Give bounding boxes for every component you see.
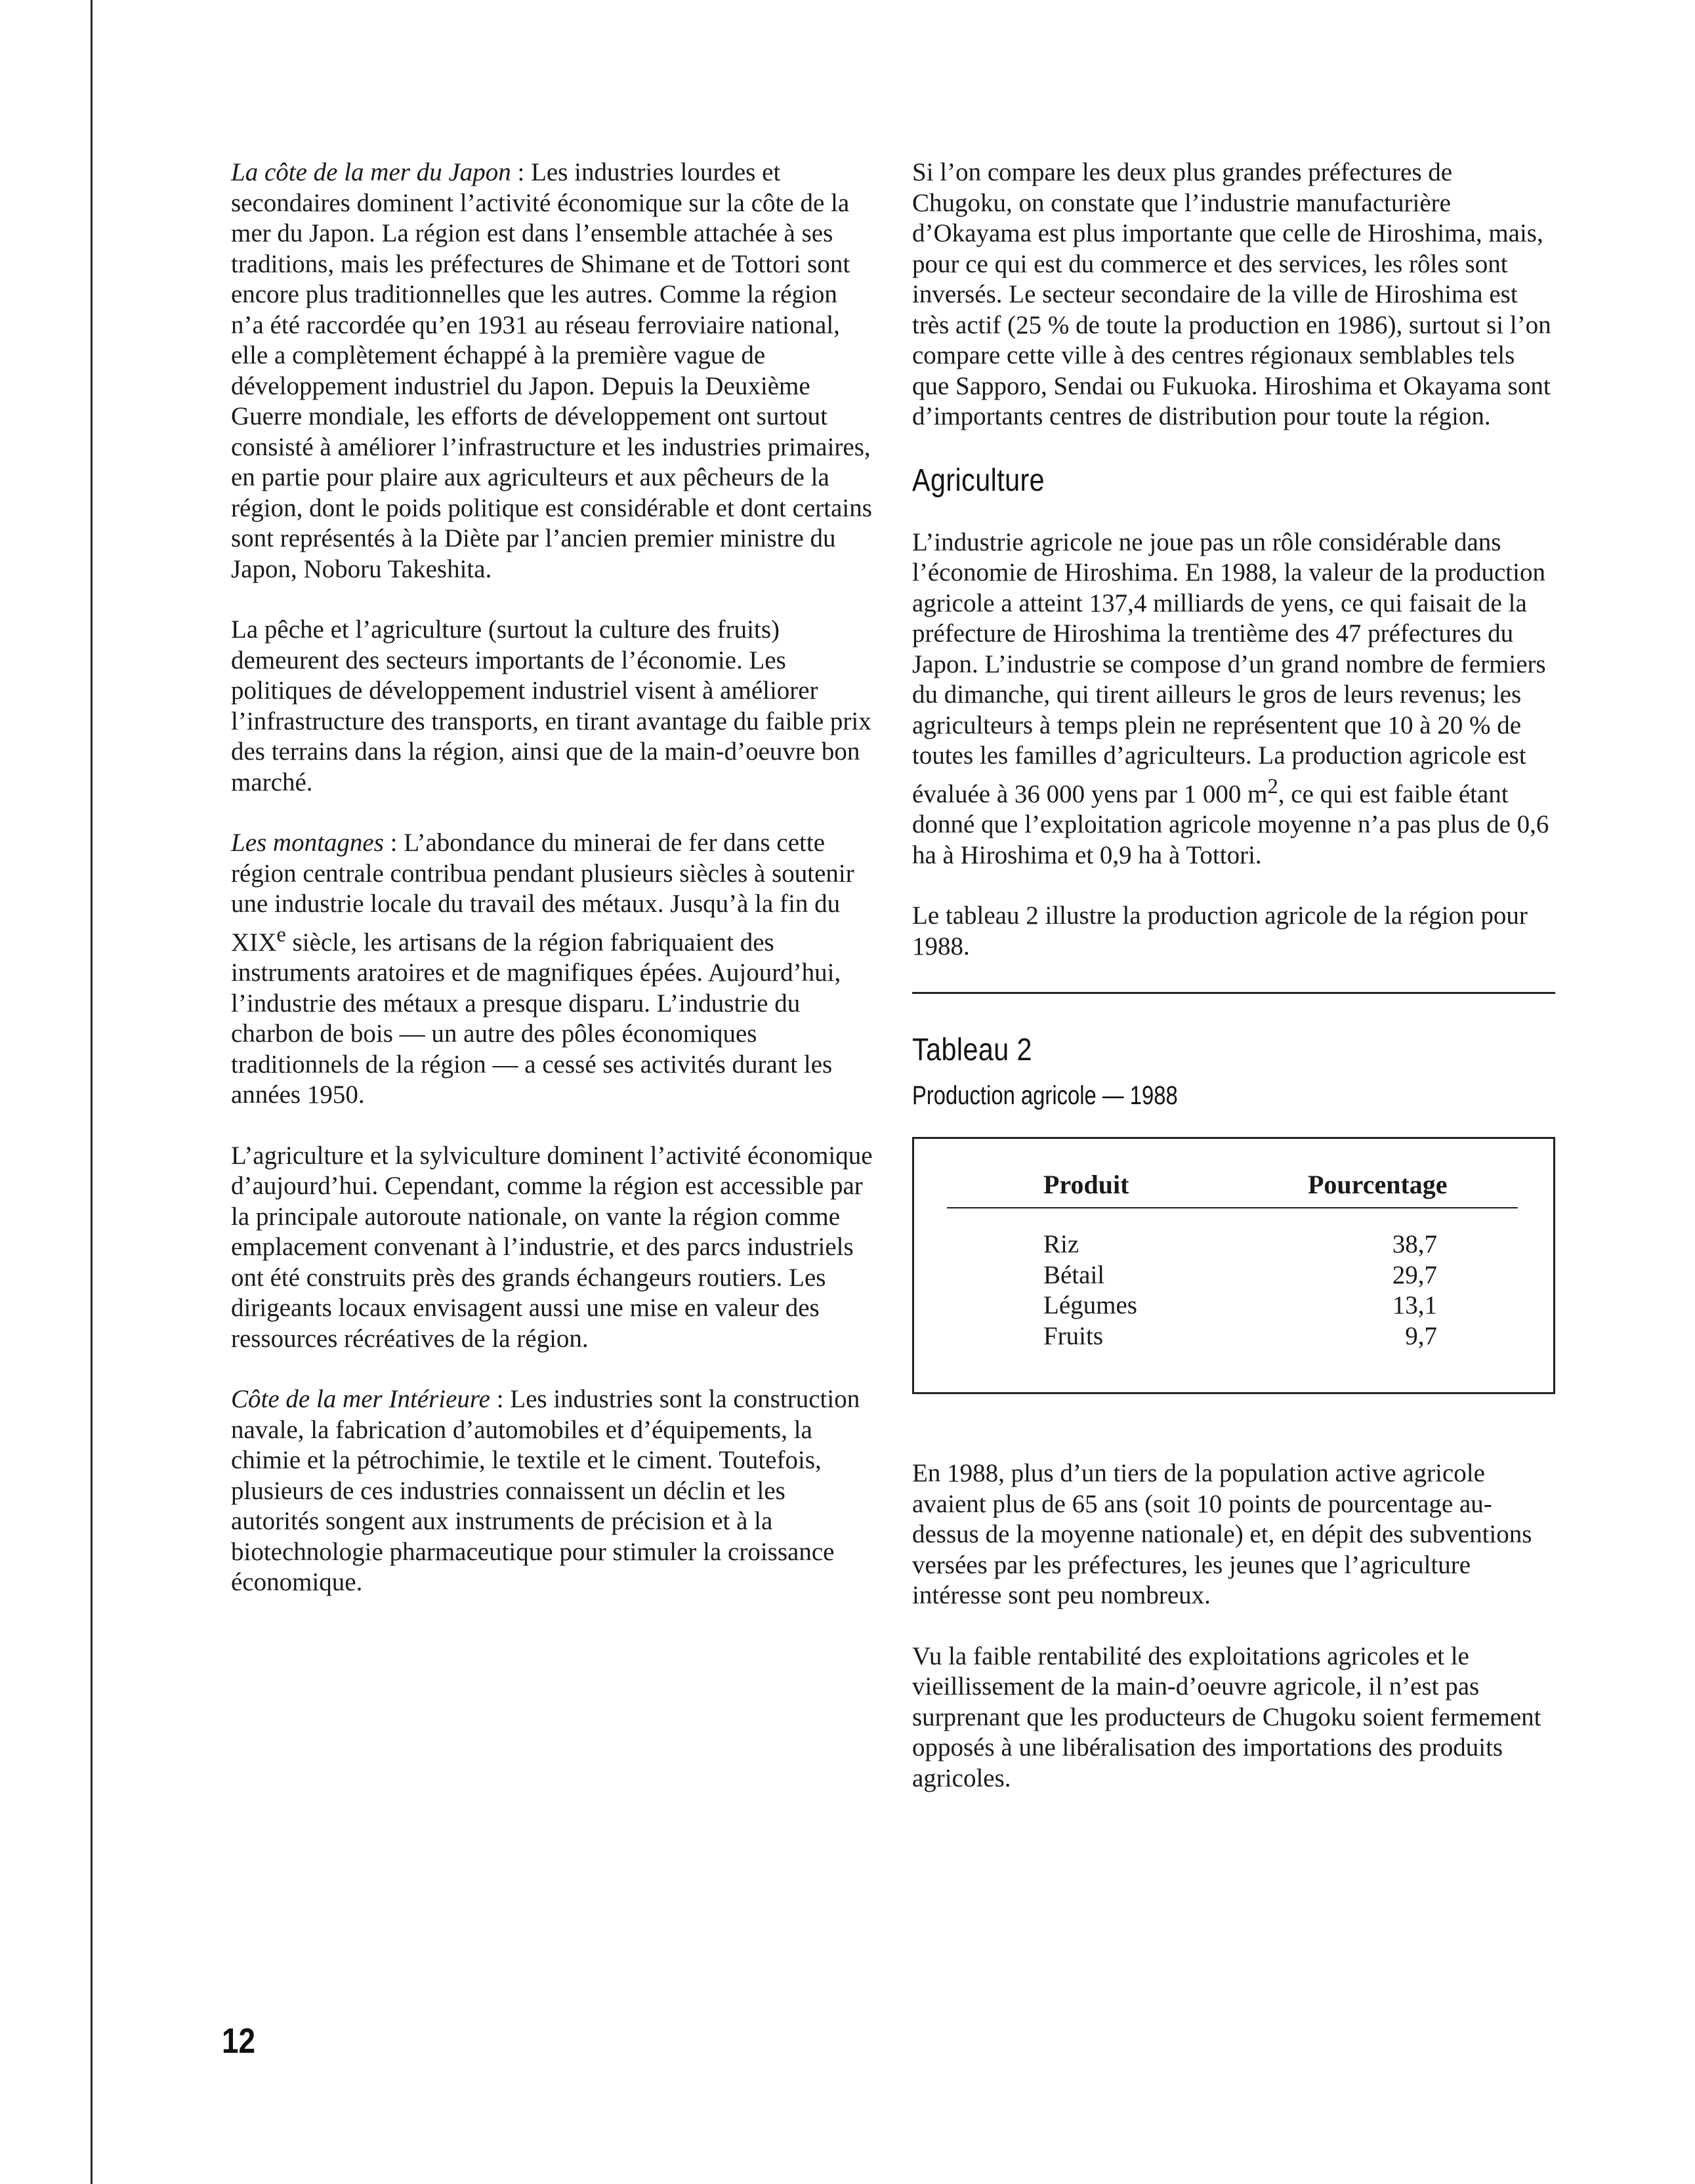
paragraph-text: siècle, les artisans de la région fabriquaient des instruments aratoires et de magnifiques épées. Aujourd’hui, l’industrie des métaux a presque disparu. L’industrie du charbon de bois — un autre des pôles économiques traditionnels de la région — a cessé ses activités durant les années 1950. xyxy=(231,928,841,1109)
table-row xyxy=(1043,1229,1437,1260)
table-cell-percent: 29,7 xyxy=(1392,1260,1437,1289)
right-column xyxy=(912,157,1555,1824)
table-row xyxy=(1043,1260,1437,1291)
left-column xyxy=(231,157,874,1628)
superscript: 2 xyxy=(1267,774,1278,798)
paragraph-mer-interieure xyxy=(231,1384,874,1598)
production-table xyxy=(912,1137,1555,1394)
table-cell-product: Bétail xyxy=(1043,1260,1105,1289)
table-cell-percent: 13,1 xyxy=(1392,1291,1437,1319)
paragraph-text: : L’abondance du minerai de fer dans cette région centrale contribua pendant plusieurs siècles à soutenir une industrie locale du travail des métaux. Jusqu’à la fin du XIX xyxy=(231,829,854,957)
paragraph-text: : Les industries sont la construction navale, la fabrication d’automobiles et d’équipements, la chimie et la pétrochimie, le textile et le ciment. Toutefois, plusieurs de ces industries connaissent un déclin et les autorités songent aux instruments de précision et à la biotechnologie pharmaceutique pour stimuler la croissance économique. xyxy=(231,1385,860,1596)
section-heading-agriculture: Agriculture xyxy=(912,463,1045,498)
paragraph-lead: Les montagnes xyxy=(231,829,384,857)
table-header-percent: Pourcentage xyxy=(1308,1170,1448,1199)
paragraph-text: : Les industries lourdes et secondaires dominent l’activité économique sur la côte de la mer du Japon. La région est dans l’ensemble attachée à ses traditions, mais les préfectures de Shimane et de Tottori sont encore plus traditionnelles que les autres. Comme la région n’a été raccordée qu’en 1931 au réseau ferroviaire national, elle a complètement échappé à la première vague de développement industriel du Japon. Depuis la Deuxième Guerre mondiale, les efforts de développement ont surtout consisté à améliorer l’infrastructure et les industries primaires, en partie pour plaire aux agriculteurs et aux pêcheurs de la région, dont le poids politique est considérable et dont certains sont représentés à la Diète par l’ancien premier ministre du Japon, Noboru Takeshita. xyxy=(231,158,872,583)
paragraph-text: , ce qui est faible étant donné que l’exploitation agricole moyenne n’a pas plus de 0,6 ha à Hiroshima et 0,9 ha à Tottori. xyxy=(912,779,1549,869)
paragraph-lead: Côte de la mer Intérieure xyxy=(231,1385,490,1413)
table-cell-percent: 9,7 xyxy=(1405,1321,1437,1350)
table-row xyxy=(1043,1321,1437,1352)
page-number: 12 xyxy=(222,2021,256,2061)
paragraph-population-active: En 1988, plus d’un tiers de la population active agricole avaient plus de 65 ans (soit 10 points de pourcentage au-dessus de la moyenne nationale) et, en dépit des subventions versées par les préfectures, les jeunes que l’agriculture intéresse sont peu nombreux. xyxy=(912,1459,1532,1609)
paragraph-text: L’industrie agricole ne joue pas un rôle considérable dans l’économie de Hiroshima. En 1988, la valeur de la production agricole a atteint 137,4 milliards de yens, ce qui faisait de la préfecture de Hiroshima la trentième des 47 préfectures du Japon. L’industrie se compose d’un grand nombre de fermiers du dimanche, qui tirent ailleurs le gros de leurs revenus; les agriculteurs à temps plein ne représentent que 10 à 20 % de toutes les familles d’agriculteurs. La production agricole est évaluée à 36 000 yens par 1 000 m xyxy=(912,527,1546,808)
table-row xyxy=(1043,1290,1437,1321)
paragraph-comparaison-prefectures: Si l’on compare les deux plus grandes préfectures de Chugoku, on constate que l’industrie manufacturière d’Okayama est plus importante que celle de Hiroshima, mais, pour ce qui est du commerce et des services, les rôles sont inversés. Le secteur secondaire de la ville de Hiroshima est très actif (25 % de toute la production en 1986), surtout si l’on compare cette ville à des centres régionaux semblables tels que Sapporo, Sendai ou Fukuoka. Hiroshima et Okayama sont d’importants centres de distribution pour toute la région. xyxy=(912,158,1551,430)
table-title: Tableau 2 xyxy=(912,1033,1032,1067)
table-cell-product: Fruits xyxy=(1043,1321,1104,1350)
paragraph-peche-agriculture: La pêche et l’agriculture (surtout la culture des fruits) demeurent des secteurs importants de l’économie. Les politiques de développement industriel visent à améliorer l’infrastructure des transports, en tirant avantage du faible prix des terrains dans la région, ainsi que de la main-d’oeuvre bon marché. xyxy=(231,615,871,796)
table-cell-product: Riz xyxy=(1043,1230,1079,1258)
paragraph-montagnes xyxy=(231,828,874,1111)
table-subtitle: Production agricole — 1988 xyxy=(912,1081,1178,1110)
table-cell-product: Légumes xyxy=(1043,1291,1137,1319)
paragraph-lead: La côte de la mer du Japon xyxy=(231,158,511,186)
paragraph-tableau-intro: Le tableau 2 illustre la production agricole de la région pour 1988. xyxy=(912,901,1528,960)
table-cell-percent: 38,7 xyxy=(1392,1230,1437,1258)
table-body xyxy=(1043,1229,1437,1351)
section-divider xyxy=(912,992,1555,994)
table-header-product: Produit xyxy=(1043,1170,1129,1199)
superscript: e xyxy=(276,922,286,947)
paragraph-cote-mer-japon xyxy=(231,157,874,585)
binding-edge-line xyxy=(91,0,93,2184)
paragraph-rentabilite: Vu la faible rentabilité des exploitations agricoles et le vieillissement de la main-d’oeuvre agricole, il n’est pas surprenant que les producteurs de Chugoku soient fermement opposés à une libéralisation des importations des produits agricoles. xyxy=(912,1641,1541,1792)
table-header-rule xyxy=(947,1207,1518,1208)
paragraph-industrie-agricole xyxy=(912,527,1555,871)
paragraph-sylviculture: L’agriculture et la sylviculture dominent l’activité économique d’aujourd’hui. Cependant, comme la région est accessible par la principale autoroute nationale, on vante la région comme emplacement convenant à l’industrie, et des parcs industriels ont été construits près des grands échangeurs routiers. Les dirigeants locaux envisagent aussi une mise en valeur des ressources récréatives de la région. xyxy=(231,1141,873,1353)
